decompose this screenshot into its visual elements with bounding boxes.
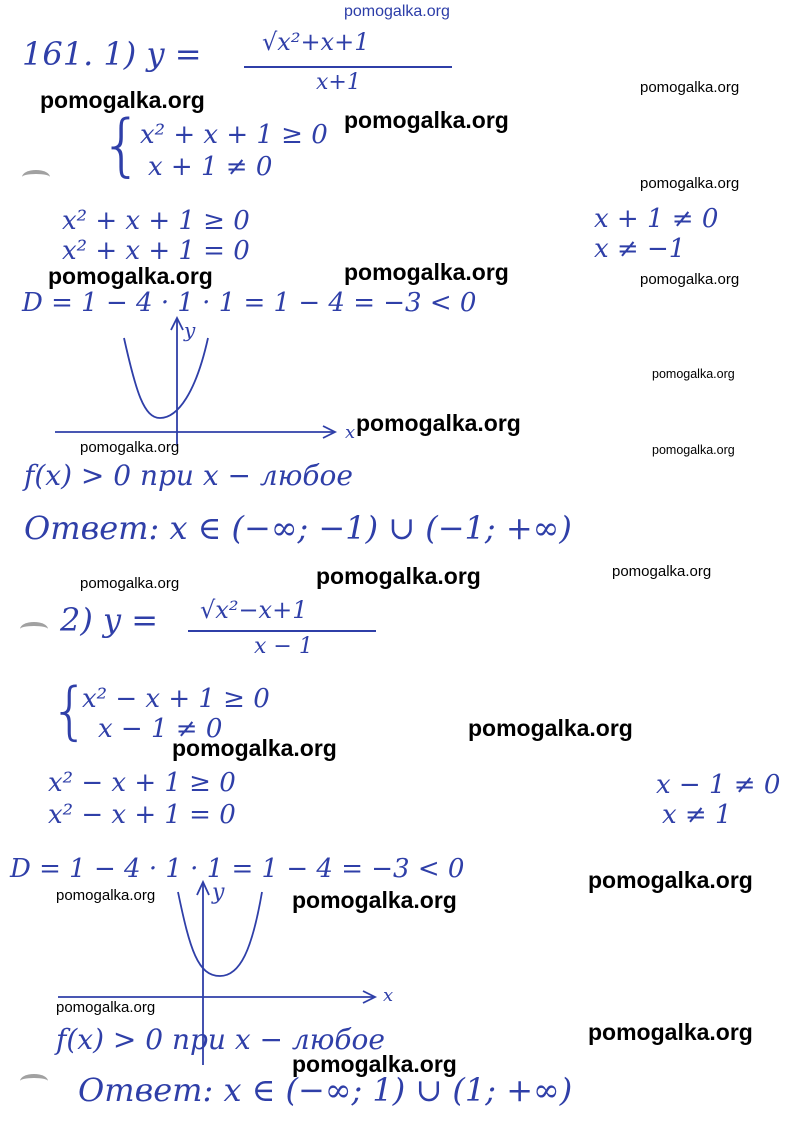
watermark: pomogalka.org [640,79,740,96]
part1-fraction-bar [244,66,452,68]
watermark: pomogalka.org [316,563,481,589]
part2-fraction [188,596,380,662]
part2-cond-line2: x ≠ 1 [662,800,732,830]
watermark: pomogalka.org [640,271,740,288]
part1-fraction [244,30,456,96]
part1-ineq-line1: x² + x + 1 ≥ 0 [62,206,250,236]
part2-system-line2: x − 1 ≠ 0 [98,714,223,744]
part2-denominator: x − 1 [254,634,313,659]
part1-system-line1: x² + x + 1 ≥ 0 [140,120,328,150]
part2-system-brace: { [50,674,90,747]
part1-system-line2: x + 1 ≠ 0 [148,152,273,182]
part1-axis-x-label: x [345,422,356,443]
watermark: pomogalka.org [80,439,180,456]
part1-answer: Ответ: x ∈ (−∞; −1) ∪ (−1; +∞) [24,509,572,547]
part1-conclusion: f(x) > 0 при x − любое [24,459,353,492]
part2-ineq-line1: x² − x + 1 ≥ 0 [48,768,236,798]
part2-cond-line1: x − 1 ≠ 0 [656,770,781,800]
part1-ineq-line2: x² + x + 1 = 0 [62,236,250,266]
watermark: pomogalka.org [292,887,457,913]
watermark: pomogalka.org [356,410,521,436]
part2-function-label: 2) y = [60,601,159,639]
watermark: pomogalka.org [80,575,180,592]
part2-conclusion: f(x) > 0 при x − любое [56,1023,385,1056]
part2-axis-y-label: y [212,880,225,905]
watermark: pomogalka.org [292,1051,457,1077]
part2-discriminant: D = 1 − 4 · 1 · 1 = 1 − 4 = −3 < 0 [10,854,465,884]
watermark: pomogalka.org [640,175,740,192]
part1-system-brace: { [100,106,144,185]
part1-cond-line1: x + 1 ≠ 0 [594,204,719,234]
watermark: pomogalka.org [344,107,509,133]
watermark: pomogalka.org [652,367,735,381]
part2-answer: Ответ: x ∈ (−∞; 1) ∪ (1; +∞) [78,1071,573,1109]
part2-axis-x-label: x [383,985,394,1006]
margin-mark-2 [20,622,48,636]
watermark: pomogalka.org [652,443,735,457]
watermark: pomogalka.org [56,887,156,904]
part1-axis-y-label: y [184,318,196,342]
part2-system-line1: x² − x + 1 ≥ 0 [82,684,270,714]
watermark: pomogalka.org [468,715,633,741]
margin-mark-1 [22,170,50,184]
watermark: pomogalka.org [40,87,205,113]
watermark: pomogalka.org [612,563,712,580]
watermark: pomogalka.org [344,259,509,285]
part2-numerator: √x²−x+1 [200,596,308,624]
watermark: pomogalka.org [48,263,213,289]
part2-ineq-line2: x² − x + 1 = 0 [48,800,236,830]
watermark: pomogalka.org [56,999,156,1016]
watermark: pomogalka.org [172,735,337,761]
margin-mark-3 [20,1074,48,1088]
part1-cond-line2: x ≠ −1 [594,234,686,264]
part1-discriminant: D = 1 − 4 · 1 · 1 = 1 − 4 = −3 < 0 [22,288,477,318]
graph-1-parabola [124,338,208,418]
part1-denominator: x+1 [316,70,361,95]
part1-function-label: 161. 1) y = [22,35,202,73]
watermark: pomogalka.org [588,867,753,893]
part1-numerator: √x²+x+1 [262,28,370,56]
part2-fraction-bar [188,630,376,632]
watermark: pomogalka.org [588,1019,753,1045]
watermark-top: pomogalka.org [344,3,450,20]
